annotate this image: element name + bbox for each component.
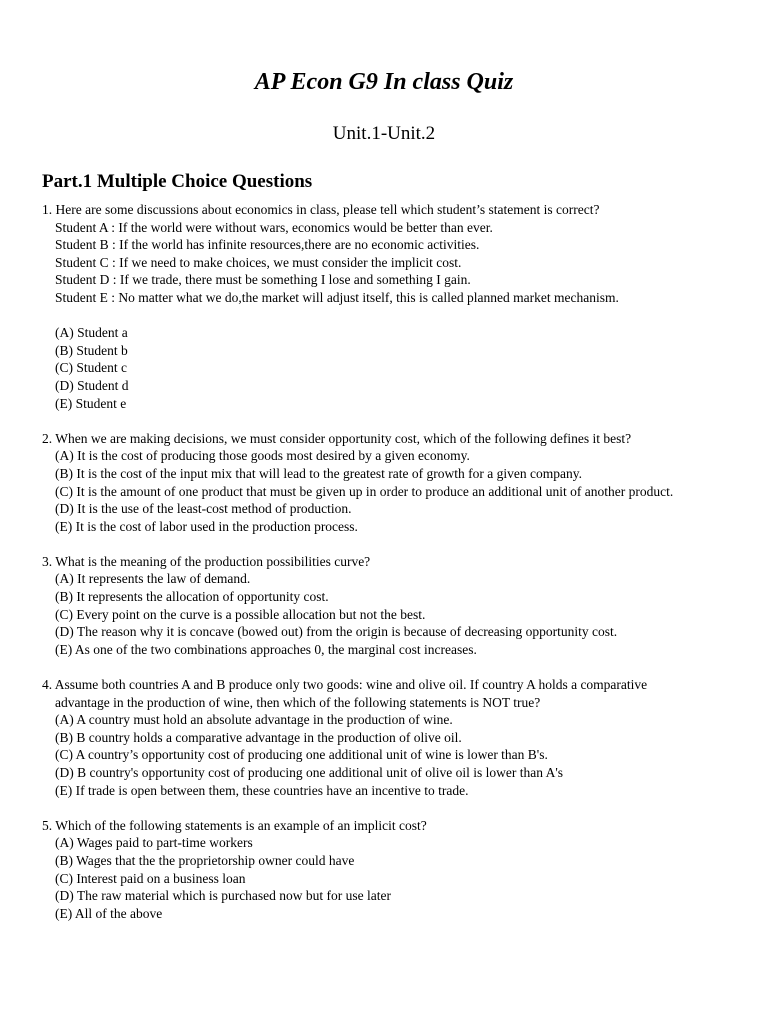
question-2 xyxy=(42,430,742,536)
answer-option: (C) Every point on the curve is a possible allocation but not the best. xyxy=(55,606,426,622)
student-statement: Student E : No matter what we do,the market will adjust itself, this is called planned market mechanism. xyxy=(55,289,619,305)
question-stem: 1. Here are some discussions about economics in class, please tell which student’s statement is correct? xyxy=(42,202,600,217)
answer-option: (B) Wages that the the proprietorship owner could have xyxy=(55,852,355,868)
answer-option: (D) B country's opportunity cost of producing one additional unit of olive oil is lower than A's xyxy=(55,765,564,780)
answer-option: (C) It is the amount of one product that must be given up in order to produce an additional unit of another product. xyxy=(55,483,674,499)
question-stem: 2. When we are making decisions, we must consider opportunity cost, which of the following defines it best? xyxy=(42,430,632,446)
answer-option: (E) Student e xyxy=(55,395,127,411)
student-statement: Student B : If the world has infinite resources,there are no economic activities. xyxy=(55,237,480,253)
answer-option: (A) A country must hold an absolute advantage in the production of wine. xyxy=(55,712,453,728)
spacer xyxy=(42,307,742,325)
question-stem-continued: advantage in the production of wine, then which of the following statements is NOT true? xyxy=(55,694,541,710)
question-stem: 3. What is the meaning of the production possibilities curve? xyxy=(42,553,371,569)
answer-option: (B) It is the cost of the input mix that will lead to the greatest rate of growth for a given company. xyxy=(55,465,582,481)
answer-option: (C) Student c xyxy=(55,360,127,376)
section-heading: Part.1 Multiple Choice Questions xyxy=(42,171,313,192)
answer-option: (B) B country holds a comparative advantage in the production of olive oil. xyxy=(55,729,462,745)
answer-option: (A) Student a xyxy=(55,325,128,341)
student-statement: Student C : If we need to make choices, we must consider the implicit cost. xyxy=(55,254,462,270)
answer-option: (D) Student d xyxy=(55,377,129,393)
question-stem: 4. Assume both countries A and B produce only two goods: wine and olive oil. If country A holds a comparative xyxy=(42,677,648,693)
answer-option: (E) All of the above xyxy=(55,905,163,921)
answer-option: (A) Wages paid to part-time workers xyxy=(55,835,253,851)
student-statement: Student A : If the world were without wars, economics would be better than ever. xyxy=(55,219,493,235)
question-stem: 5. Which of the following statements is an example of an implicit cost? xyxy=(42,817,427,833)
question-5 xyxy=(42,817,742,923)
question-4 xyxy=(42,676,742,799)
answer-option: (C) A country’s opportunity cost of producing one additional unit of wine is lower than B's. xyxy=(55,747,548,763)
question-1 xyxy=(42,201,742,412)
student-statement: Student D : If we trade, there must be something I lose and something I gain. xyxy=(55,272,471,288)
answer-option: (E) As one of the two combinations approaches 0, the marginal cost increases. xyxy=(55,641,477,657)
answer-option: (A) It represents the law of demand. xyxy=(55,571,251,587)
quiz-title: AP Econ G9 In class Quiz xyxy=(254,69,514,95)
answer-option: (D) The reason why it is concave (bowed out) from the origin is because of decreasing opportunity cost. xyxy=(55,624,618,640)
answer-option: (A) It is the cost of producing those goods most desired by a given economy. xyxy=(55,448,470,464)
answer-option: (E) If trade is open between them, these countries have an incentive to trade. xyxy=(55,782,469,798)
answer-option: (B) Student b xyxy=(55,342,128,358)
answer-option: (E) It is the cost of labor used in the production process. xyxy=(55,518,358,534)
quiz-subtitle: Unit.1-Unit.2 xyxy=(332,123,436,144)
question-list xyxy=(42,201,742,940)
question-3 xyxy=(42,553,742,659)
answer-option: (C) Interest paid on a business loan xyxy=(55,870,246,886)
answer-option: (D) The raw material which is purchased now but for use later xyxy=(55,888,392,904)
answer-option: (D) It is the use of the least-cost method of production. xyxy=(55,501,352,517)
answer-option: (B) It represents the allocation of opportunity cost. xyxy=(55,589,329,605)
